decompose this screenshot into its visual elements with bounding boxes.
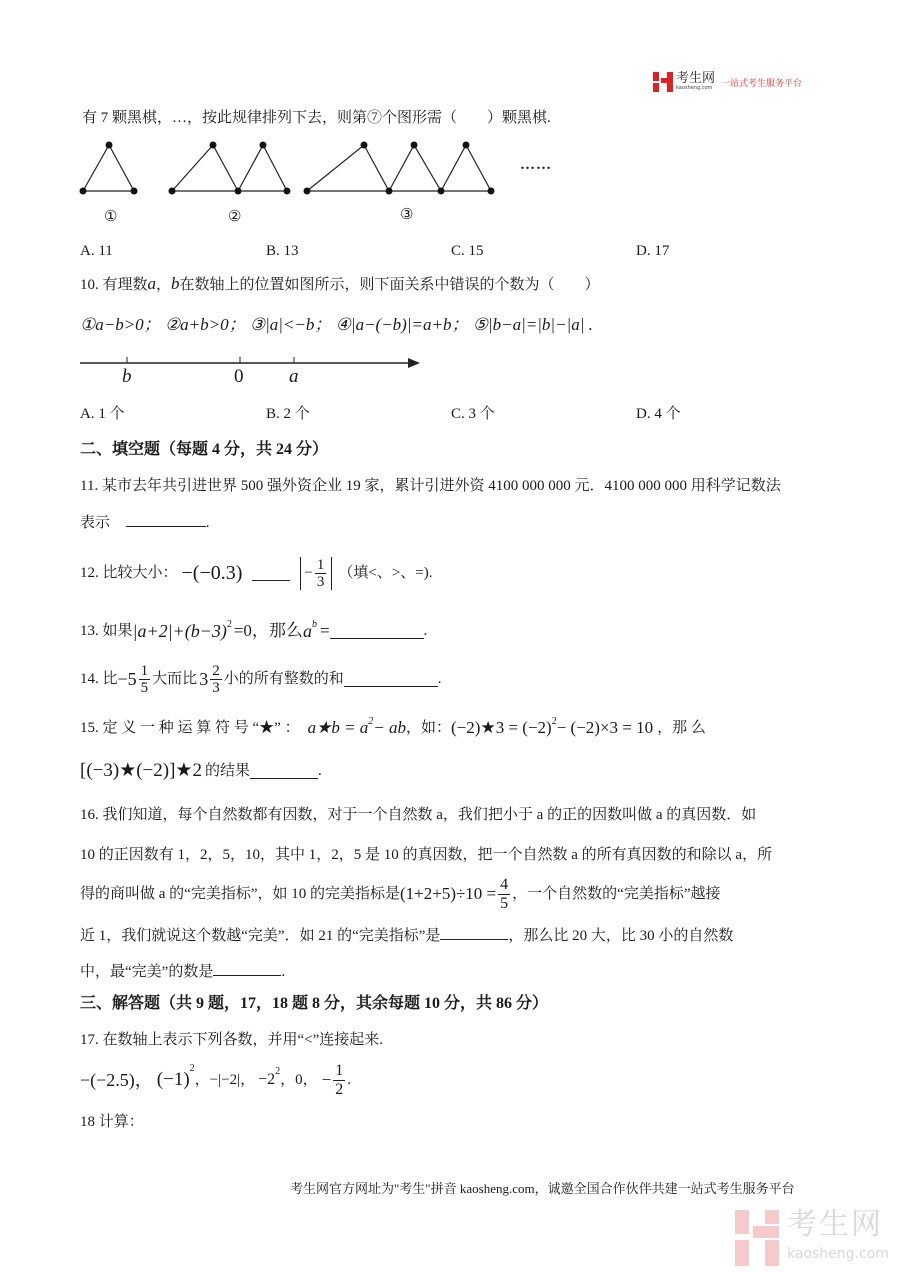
q17-numbers [80, 1058, 351, 1102]
q12-frac-num: 1 [316, 556, 325, 573]
q10-relation-2: ②a+b>0； [164, 315, 246, 334]
q17-fraction [333, 1062, 345, 1099]
fig2-triangles [172, 145, 287, 191]
q13-eq: =0，那么 [233, 621, 303, 640]
q13-pow: b [311, 619, 317, 630]
q9-figure-label-1: ① [104, 209, 118, 225]
logo-mark-icon [653, 72, 673, 92]
q16-line2: 10 的正因数有 1，2，5，10，其中 1，2，5 是 10 的真因数，把一个自然数 a 的所有真因数的和除以 a，所 [80, 847, 773, 863]
q14 [80, 658, 441, 700]
q15-line2-text: 的结果 [204, 763, 250, 779]
q13-exp: 2 [226, 619, 232, 630]
q16-answer-blank-2[interactable] [213, 961, 281, 976]
stone [386, 188, 393, 195]
q12-answer-blank[interactable] [252, 566, 290, 581]
q11-line2 [80, 512, 210, 533]
q10-option-b[interactable]: B. 2 个 [266, 406, 310, 422]
stone [361, 142, 368, 149]
stone [235, 188, 242, 195]
q12-abs-frac [300, 557, 332, 590]
stone [80, 188, 87, 195]
q14-mixed2-whole: 3 [199, 669, 209, 689]
q9-option-d[interactable]: D. 17 [636, 243, 670, 259]
q15-line2 [80, 758, 322, 784]
q15-example: (−2)★3 = (−2) [451, 718, 552, 737]
q9-figure-label-3: ③ [400, 207, 414, 223]
stone [106, 142, 113, 149]
q17-item-1: −(−2.5)， [80, 1070, 153, 1090]
q10-option-d[interactable]: D. 4 个 [636, 406, 681, 422]
q14-answer-blank[interactable] [344, 672, 438, 687]
q10-stem-b: 在数轴上的位置如图所示，则下面关系中错误的个数为（ ） [179, 277, 600, 293]
q9-ellipsis: …… [520, 157, 552, 173]
q17-end: . [347, 1072, 351, 1088]
q17-frac-num: 1 [335, 1061, 344, 1079]
stone [463, 142, 470, 149]
q13-base: a [302, 621, 312, 641]
stone [284, 188, 291, 195]
q16-line4-a: 近 1，我们就说这个数越“完美”．如 21 的“完美指标”是 [80, 928, 441, 944]
q10-relations [80, 315, 593, 335]
q9-option-c[interactable]: C. 15 [451, 243, 484, 259]
q15-example-exp: 2 [551, 716, 557, 727]
q13-end: . [423, 623, 428, 639]
q10-relation-4: ④|a−(−b)|=a+b； [335, 315, 469, 334]
q16-line3 [80, 872, 720, 916]
axis-label-b: b [122, 366, 132, 387]
q10-stem-a: 有理数 [102, 277, 148, 293]
fig3-triangles [307, 145, 491, 191]
q16-line1: 16. 我们知道，每个自然数都有因数，对于一个自然数 a，我们把小于 a 的正的因数叫做 a 的真因数．如 [80, 807, 757, 823]
q11-line1: 11. 某市去年共引进世界 500 强外资企业 19 家，累计引进外资 4100 000 000 元．4100 000 000 用科学记数法 [80, 478, 781, 494]
q17-exp-2: 2 [275, 1066, 281, 1077]
q12-frac-sign: − [304, 565, 313, 581]
q14-mixed1-whole: −5 [117, 669, 137, 689]
q17-frac-den: 2 [335, 1080, 344, 1098]
stone [260, 142, 267, 149]
fig1-triangle [83, 145, 134, 191]
q15-line1 [80, 715, 706, 741]
stone [488, 188, 495, 195]
section2-title: 二、填空题（每题 4 分，共 24 分） [80, 441, 329, 458]
stone [131, 188, 138, 195]
q15-def: a★b = a [307, 718, 369, 737]
q14-mixed2-num: 2 [212, 662, 220, 679]
q14-mid: 大而比 [152, 671, 198, 687]
q12-suffix: （填<、>、=). [338, 565, 433, 581]
q16-end: . [281, 964, 286, 980]
q15-example-prefix: ，如： [406, 720, 452, 736]
q13-prefix: 13. 如果 [80, 623, 133, 639]
q12-fraction [315, 557, 327, 590]
q12-expr-left: −(−0.3) [181, 562, 243, 584]
q17-item-4: −2 [258, 1071, 276, 1088]
q15-then: ，那 么 [657, 720, 706, 736]
q9-figure-label-2: ② [228, 209, 242, 225]
stone [210, 142, 217, 149]
q15-def-exp: 2 [368, 716, 374, 727]
q15-stem: 15. 定 义 一 种 运 算 符 号 “★” ： [80, 720, 300, 736]
q10-var-a: a [147, 274, 157, 293]
q17-item-3: ，−|−2|， [194, 1072, 256, 1088]
q16-frac-num: 4 [500, 875, 509, 893]
q14-mixed1-den: 5 [140, 679, 149, 696]
q17-stem: 17. 在数轴上表示下列各数，并用“<”连接起来. [80, 1032, 384, 1048]
q10-stem [80, 274, 600, 295]
q16-frac-den: 5 [500, 894, 509, 912]
q9-option-a[interactable]: A. 11 [80, 243, 113, 259]
number-line-arrow-icon [408, 358, 420, 368]
q13-expr: |a+2|+(b−3) [132, 621, 227, 641]
q17-exp-1: 2 [189, 1063, 195, 1074]
q14-mixed2-frac [210, 663, 222, 696]
logo-sub: kaosheng.com [676, 84, 713, 91]
q15-def-tail: − ab [373, 718, 407, 737]
q12-prefix: 12. 比较大小： [80, 565, 178, 581]
footer-text: 考生网官方网址为"考生"拼音 kaosheng.com，诚邀全国合作伙伴共建一站式考生服务平台 [290, 1181, 795, 1196]
q13-tail: = [319, 621, 330, 640]
q11-label: 表示 [80, 515, 111, 531]
q10-var-b: b [171, 274, 180, 293]
q11-answer-blank[interactable] [126, 512, 206, 527]
q12 [80, 553, 433, 593]
header-slogan: 一站式考生服务平台 [721, 78, 803, 89]
q18-stem: 18 计算： [80, 1114, 144, 1130]
q14-prefix: 14. 比 [80, 671, 118, 687]
q17-item-2: (−1) [156, 1069, 190, 1090]
stone [438, 188, 445, 195]
q10-relation-3: ③|a|<−b； [249, 315, 332, 334]
q16-line3-expr: (1+2+5)÷10 = [399, 884, 497, 903]
watermark-logo-icon [735, 1210, 779, 1266]
q16-line5-a: 中，最“完美”的数是 [80, 964, 214, 980]
q10-relation-1: ①a−b>0； [80, 315, 161, 334]
q14-mixed1-num: 1 [140, 662, 149, 679]
q13 [80, 618, 427, 644]
q14-mixed2-den: 3 [212, 679, 220, 696]
q14-suffix: 小的所有整数的和 [223, 671, 344, 687]
logo-text: 考生网 kaosheng.com [676, 70, 716, 91]
q10-relation-5: ⑤|b−a|=|b|−|a| . [472, 315, 593, 334]
q12-frac-den: 3 [316, 573, 325, 590]
q16-line5 [80, 961, 285, 982]
q11-end: . [205, 515, 210, 531]
q10-option-a[interactable]: A. 1 个 [80, 406, 125, 422]
stone [411, 142, 418, 149]
q15-answer-blank[interactable] [250, 764, 318, 779]
watermark [735, 1207, 889, 1270]
q16-line3-a: 得的商叫做 a 的“完美指标”，如 10 的完美指标是 [80, 886, 400, 902]
watermark-text: 考生网 [787, 1207, 883, 1242]
q16-line4-b: ，那么比 20 大，比 30 小的自然数 [508, 928, 734, 944]
q10-sep: ， [156, 277, 172, 293]
section3-title: 三、解答题（共 9 题，17，18 题 8 分，其余每题 10 分，共 86 分） [80, 995, 549, 1012]
watermark-sub: kaosheng.com [787, 1246, 889, 1262]
q10-number: 10. [80, 277, 99, 293]
q13-answer-blank[interactable] [330, 624, 424, 639]
stone [304, 188, 311, 195]
q9-stem: 有 7 颗黑棋，…，按此规律排列下去，则第⑦个图形需（ ）颗黑棋. [82, 110, 551, 126]
header-logo [653, 72, 802, 92]
q10-option-c[interactable]: C. 3 个 [451, 406, 495, 422]
q9-figures [75, 140, 575, 202]
q16-answer-blank-1[interactable] [440, 925, 508, 940]
axis-label-a: a [289, 366, 299, 387]
q16-line4 [80, 925, 733, 946]
q14-mixed1-frac [139, 663, 151, 696]
q16-fraction [498, 876, 510, 913]
q9-option-b[interactable]: B. 13 [266, 243, 299, 259]
q17-item-5: ，0， [280, 1072, 318, 1088]
axis-label-0: 0 [234, 366, 244, 387]
stone [169, 188, 176, 195]
q15-example-tail: − (−2)×3 = 10 [556, 718, 654, 737]
q15-line2-expr: [(−3)★(−2)]★2 [80, 760, 202, 781]
q17-frac-sign: − [321, 1070, 332, 1089]
q15-end: . [317, 763, 322, 779]
q16-line3-b: ，一个自然数的“完美指标”越接 [512, 886, 721, 902]
q14-end: . [437, 671, 442, 687]
